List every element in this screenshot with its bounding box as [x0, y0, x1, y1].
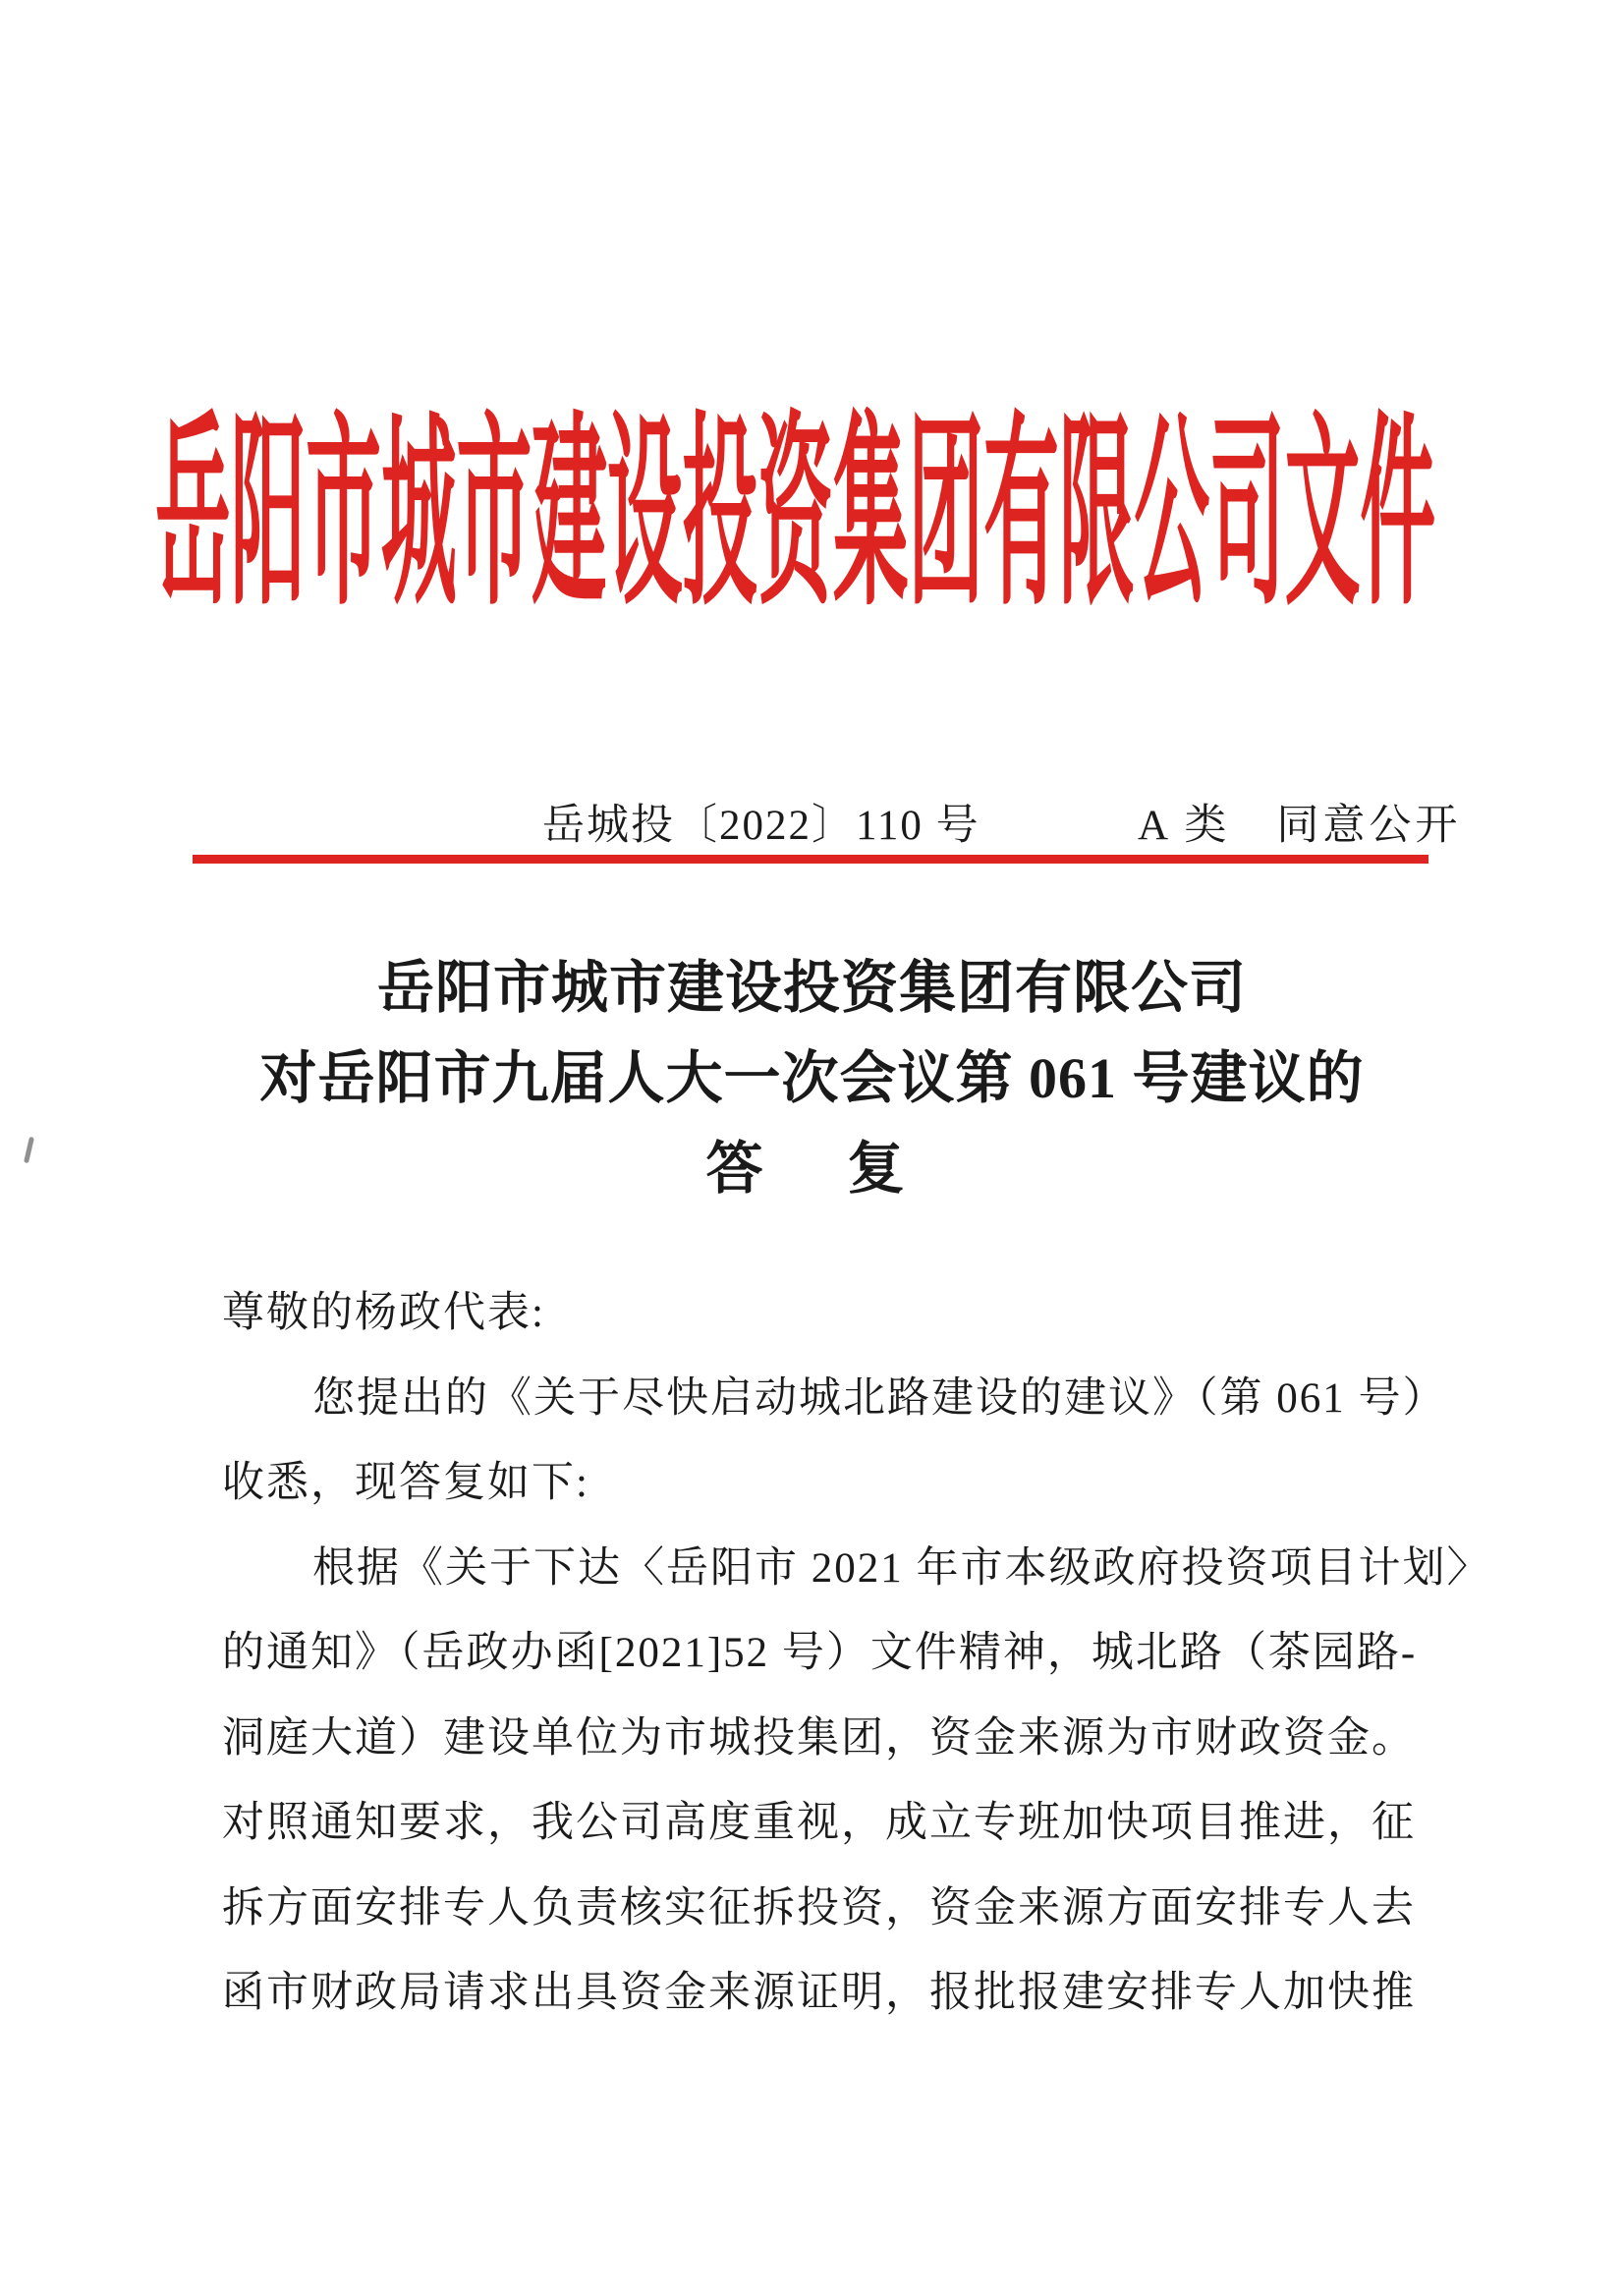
document-body — [222, 1271, 1491, 2037]
body-salutation: 尊敬的杨政代表: — [222, 1290, 545, 1336]
red-divider-rule — [193, 855, 1428, 864]
document-number: 岳城投〔2022〕110 号 — [542, 803, 980, 849]
body-line: 洞庭大道）建设单位为市城投集团，资金来源为市财政资金。 — [222, 1714, 1416, 1762]
body-line: 对照通知要求，我公司高度重视，成立专班加快项目推进，征 — [222, 1800, 1416, 1846]
title-line-2: 对岳阳市九届人大一次会议第 061 号建议的 — [259, 1046, 1365, 1110]
body-line: 函市财政局请求出具资金来源证明，报批报建安排专人加快推 — [222, 1970, 1416, 2016]
document-classification: A 类 同意公开 — [1138, 803, 1462, 849]
document-masthead — [155, 402, 1624, 639]
body-line: 收悉，现答复如下: — [222, 1460, 589, 1506]
body-line: 您提出的《关于尽快启动城北路建设的建议》（第 061 号） — [312, 1374, 1447, 1422]
body-line: 拆方面安排专人负责核实征拆投资，资金来源方面安排专人去 — [222, 1884, 1416, 1931]
title-line-3: 答 复 — [705, 1137, 919, 1201]
body-line: 根据《关于下达〈岳阳市 2021 年市本级政府投资项目计划〉 — [312, 1544, 1491, 1592]
body-line: 的通知》（岳政办函[2021]52 号）文件精神，城北路（茶园路- — [222, 1630, 1418, 1676]
document-title — [0, 943, 1624, 1214]
title-line-1: 岳阳市城市建设投资集团有限公司 — [376, 956, 1247, 1020]
masthead-title: 岳阳市城市建设投资集团有限公司文件 — [155, 402, 1436, 630]
